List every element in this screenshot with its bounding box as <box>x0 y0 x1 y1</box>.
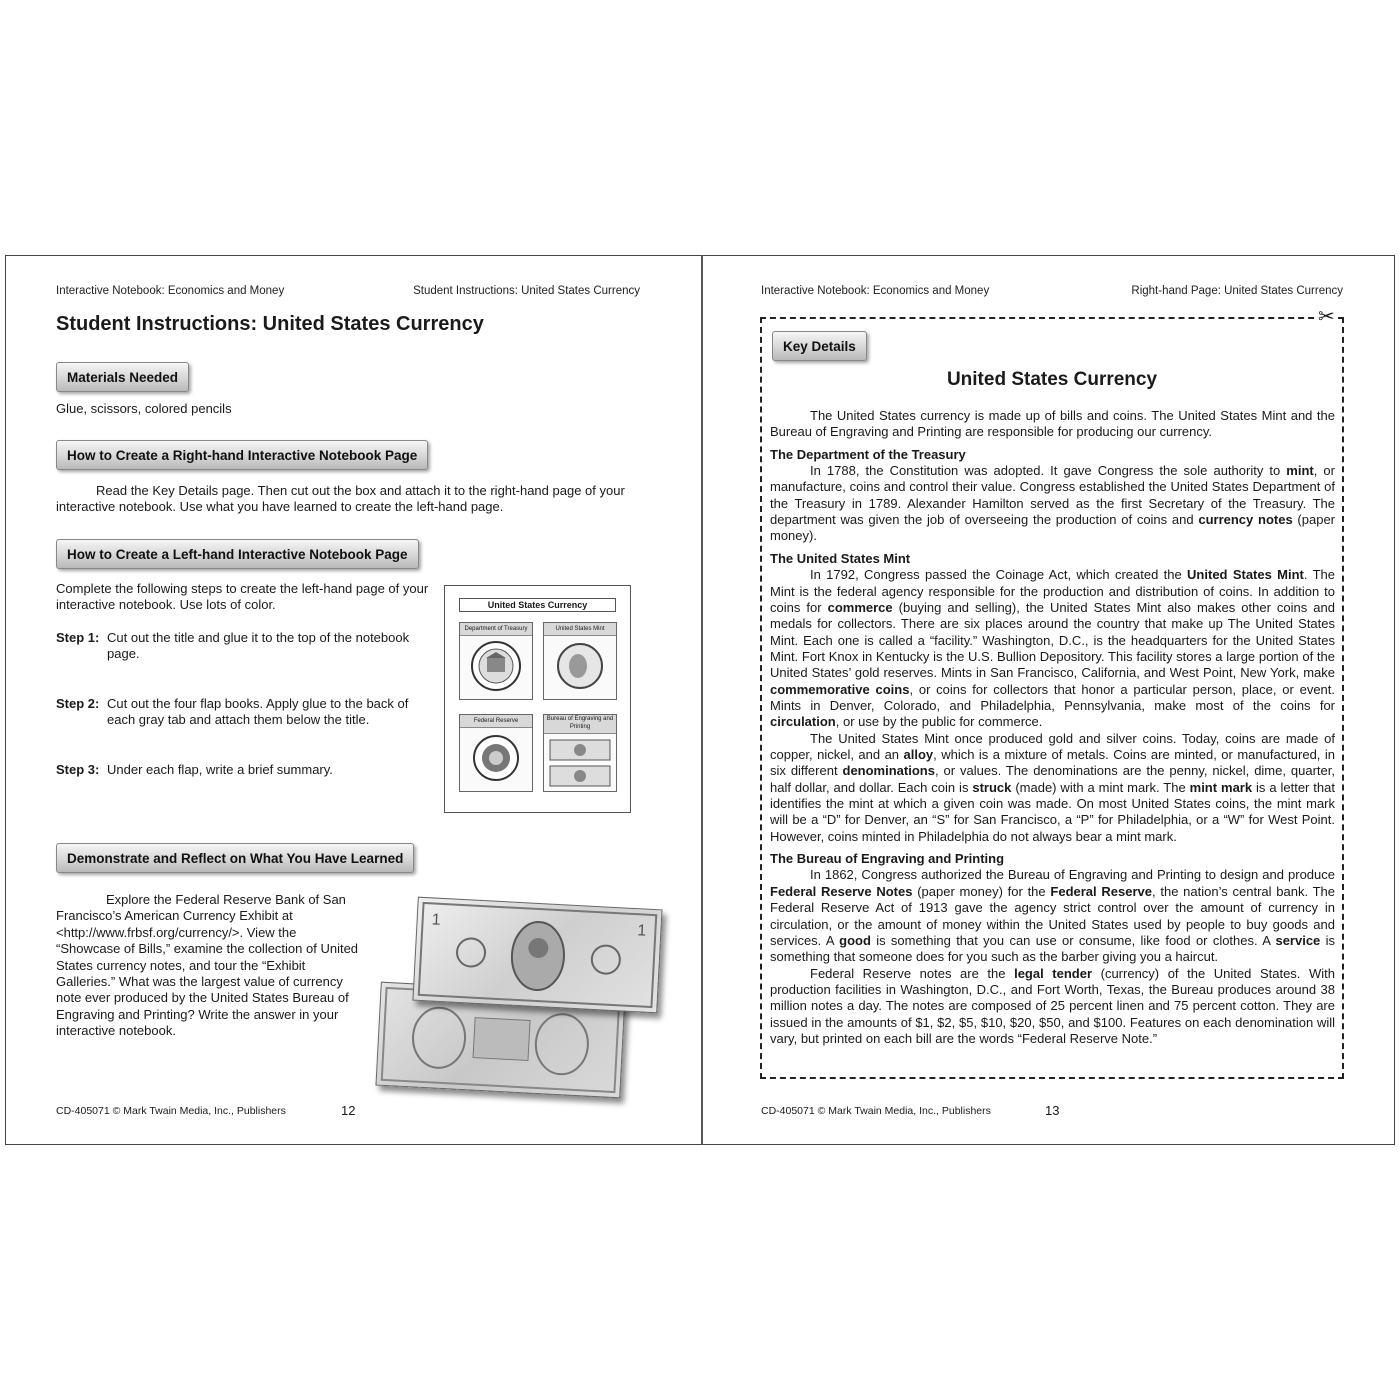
banknotes-icon <box>544 734 616 792</box>
quarter-coin-icon <box>544 636 616 700</box>
flap-tab-label: Federal Reserve <box>460 715 532 728</box>
dollar-bill-front-illustration <box>412 897 662 1014</box>
step-3 <box>56 762 441 782</box>
step-label: Step 1: <box>56 630 100 645</box>
thumbnail-flap-treasury <box>459 622 533 700</box>
step-1 <box>56 630 441 670</box>
treasury-heading: The Department of the Treasury <box>770 446 966 462</box>
notebook-example-thumbnail <box>444 585 631 813</box>
page-title: Student Instructions: United States Currency <box>56 313 484 335</box>
thumbnail-flap-mint <box>543 622 617 700</box>
reflect-text: Explore the Federal Reserve Bank of San Francisco’s American Currency Exhibit at <http://www.frbsf.org/currency/>. View the “Showcase of Bills,” examine the collection of United States currency notes, and tour the “Exhibit Galleries.” What was the largest value of currency note ever produced by the United States Bureau of Engraving and Printing? Write the answer in your interactive notebook. <box>56 892 359 1039</box>
reflect-heading: Demonstrate and Reflect on What You Have Learned <box>56 843 414 873</box>
step-label: Step 3: <box>56 762 100 777</box>
left-hand-intro: Complete the following steps to create the left-hand page of your interactive notebook. Use lots of color. <box>56 581 429 613</box>
treasury-paragraph: In 1788, the Constitution was adopted. It gave Congress the sole authority to mint, or manufacture, coins and control their value. Congress established the United States Department of the Treasury in 1789. Alexander Hamilton served as the first Secretary of the Treasury. The department was given the job of overseeing the production of coins and currency notes (paper money). <box>770 463 1336 544</box>
mint-paragraph: In 1792, Congress passed the Coinage Act, which created the United States Mint. The Mint is the federal agency responsible for the production and distribution of coins. In addition to coins for commerce (buying and selling), the United States Mint also makes other coins and medals for collectors. There are six places around the country that make up The United States Mint. Each one is called a “facility.” Washington, D.C., is the headquarters for the United States Mint. Fort Knox in Kentucky is the U.S. Bullion Depository. This facility stores a large portion of the United States’ gold reserves. Mints in San Francisco, California, and West Point, New York, make commemorative coins, or coins for collectors that honor a particular person, place, or event. Mints in Denver, Colorado, and Philadelphia, Pennsylvania, make most of the coins for circulation, or use by the public for commerce. <box>770 567 1336 730</box>
left-running-header: Interactive Notebook: Economics and Money <box>56 285 285 297</box>
right-running-header-right: Right-hand Page: United States Currency <box>1131 285 1343 297</box>
page-gutter <box>701 255 703 1145</box>
left-hand-page-heading: How to Create a Left-hand Interactive Notebook Page <box>56 539 419 569</box>
bureau-heading: The Bureau of Engraving and Printing <box>770 851 1005 867</box>
mint-paragraph-2: The United States Mint once produced gold and silver coins. Today, coins are made of copper, nickel, and an alloy, which is a mixture of metals. Coins are minted, or manufactured, in six different denominations, or values. The denominations are the penny, nickel, dime, quarter, half dollar, and dollar. Each coin is struck (made) with a mint mark. The mint mark is a letter that identifies the mint at which a given coin was made. On most United States coins, the mint mark will be a “D” for Denver, an “S” for San Francisco, a “P” for Philadelphia, or a “W” for West Point. However, coins minted in Philadelphia do not always bear a mint mark. <box>770 730 1336 844</box>
bureau-paragraph: In 1862, Congress authorized the Bureau of Engraving and Printing to design and produce Federal Reserve Notes (paper money) for the Federal Reserve, the nation’s central bank. The Federal Reserve Act of 1913 gave the agency strict control over the amount of currency in circulation, or the amount of money within the United States used by people to buy goods and services. A good is something that you can use or consume, like food or clothes. A service is something that someone does for you such as the barber giving you a haircut. <box>770 867 1335 965</box>
federal-reserve-seal-icon <box>460 728 532 792</box>
thumbnail-flap-federal-reserve <box>459 714 533 792</box>
bureau-paragraph-2: Federal Reserve notes are the legal tender (currency) of the United States. With production facilities in Washington, D.C., and Fort Worth, Texas, the Bureau produces around 38 million notes a day. The notes are composed of 25 percent linen and 75 percent cotton. They are issued in the amounts of $1, $2, $5, $10, $20, $50, and $100. Features on each denomination will vary, but printed on each bill are the words “Federal Reserve Note.” <box>770 965 1336 1046</box>
materials-needed-heading: Materials Needed <box>56 362 189 392</box>
thumbnail-title: United States Currency <box>459 598 616 612</box>
key-details-title: United States Currency <box>946 369 1158 390</box>
thumbnail-flap-bureau <box>543 714 617 792</box>
step-text: Cut out the four flap books. Apply glue to the back of each gray tab and attach them below the title. <box>107 696 409 728</box>
left-running-header-right: Student Instructions: United States Currency <box>413 285 640 297</box>
svg-text:1: 1 <box>431 911 442 929</box>
right-hand-page-text: Read the Key Details page. Then cut out the box and attach it to the right-hand page of your interactive notebook. Use what you have learned to create the left-hand page. <box>56 483 625 515</box>
step-text: Cut out the title and glue it to the top of the notebook page. <box>107 630 410 662</box>
left-footer: CD-405071 © Mark Twain Media, Inc., Publishers <box>56 1105 286 1117</box>
flap-tab-label: Bureau of Engraving and Printing <box>544 715 616 734</box>
flap-tab-label: United States Mint <box>544 623 616 636</box>
step-label: Step 2: <box>56 696 100 711</box>
right-hand-page-heading: How to Create a Right-hand Interactive Notebook Page <box>56 440 428 470</box>
scissors-icon: ✂ <box>1318 306 1335 328</box>
materials-text: Glue, scissors, colored pencils <box>56 401 232 416</box>
intro-paragraph: The United States currency is made up of bills and coins. The United States Mint and the Bureau of Engraving and Printing are responsible for producing our currency. <box>770 408 1335 440</box>
treasury-seal-icon <box>460 636 532 700</box>
flap-tab-label: Department of Treasury <box>460 623 532 636</box>
mint-heading: The United States Mint <box>770 550 911 566</box>
step-text: Under each flap, write a brief summary. <box>107 762 333 777</box>
right-page-number: 13 <box>1045 1103 1060 1118</box>
left-page-number: 12 <box>341 1103 356 1118</box>
key-details-heading: Key Details <box>772 331 867 361</box>
right-footer: CD-405071 © Mark Twain Media, Inc., Publishers <box>761 1105 991 1117</box>
right-running-header: Interactive Notebook: Economics and Money <box>761 285 990 297</box>
key-details-body <box>770 408 1335 1047</box>
svg-text:1: 1 <box>636 922 647 940</box>
dollar-front-icon <box>413 898 661 1013</box>
step-2 <box>56 696 441 736</box>
